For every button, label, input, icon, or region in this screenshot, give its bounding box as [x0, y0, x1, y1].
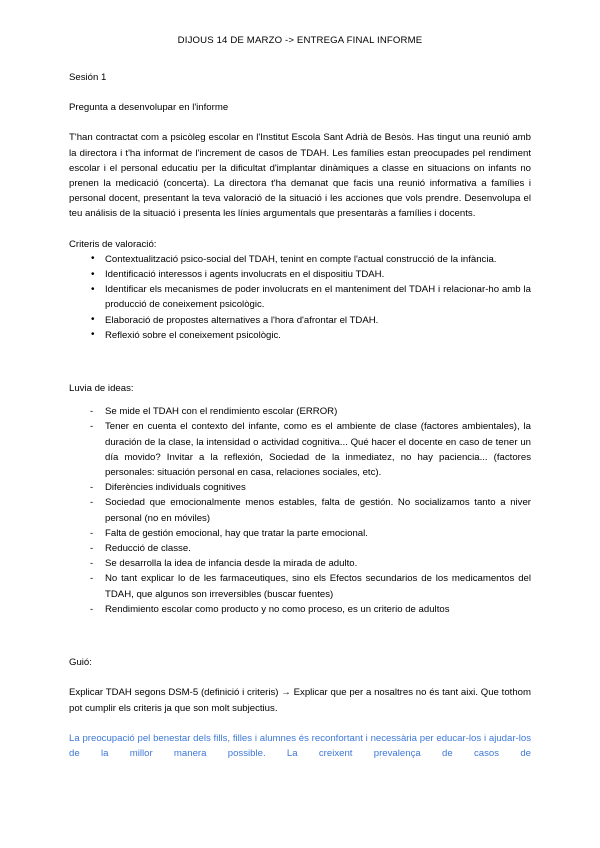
script-heading: Guió:: [69, 657, 92, 669]
list-item: - Reducció de classe.: [69, 541, 531, 556]
spacer: [69, 617, 531, 655]
document-content: [69, 0, 531, 776]
list-item: - Se mide el TDAH con el rendimiento escolar (ERROR): [69, 404, 531, 419]
list-item: - Sociedad que emocionalmente menos estables, falta de gestión. No socializamos tanto a niver personal (no en móviles): [69, 495, 531, 525]
brainstorm-list: [69, 404, 531, 617]
spacer: [69, 222, 531, 237]
spacer: [69, 716, 531, 731]
list-item: • Elaboració de propostes alternatives a l'hora d'afrontar el TDAH.: [69, 313, 531, 328]
list-item: • Reflexió sobre el coneixement psicològic.: [69, 328, 531, 343]
spacer: [69, 48, 531, 70]
list-item: - Falta de gestión emocional, hay que tratar la parte emocional.: [69, 526, 531, 541]
scenario-paragraph: T'han contractat com a psicòleg escolar en l'Institut Escola Sant Adrià de Besòs. Has tingut una reunió amb la directora i t'ha informat de l'increment de casos de TDAH. Les famílies estan preocupades pel rendiment escolar i el personal educatiu per la dificultat d'implantar dinàmiques a classe en situacions on infants no prenen la medicació (concerta). La directora t'ha demanat que facis una reunió informativa a famílies i personal docent, presentant la teva valoració de la situació i les acciones que vols prendre. Desenvolupa el teu análisis de la situació i presenta les línies argumentals que presentaràs a famílies i docents.: [69, 132, 531, 220]
list-item: - Rendimiento escolar como producto y no como proceso, es un criterio de adultos: [69, 602, 531, 617]
list-item: - Tener en cuenta el contexto del infante, como es el ambiente de clase (factores ambientales), la duración de la clase, la intensidad o actividad cognitiva... Qué hacer el docente en caso de tener un día movido? Invitar a la reflexión, Sociedad de la inmediatez, no hay paciencia... (factores personales: situación personal en casa, relaciones sociales, etc).: [69, 419, 531, 480]
list-item: - Diferències individuals cognitives: [69, 480, 531, 495]
list-item: • Identificar els mecanismes de poder involucrats en el manteniment del TDAH i relacionar-ho amb la producció de coneixement psicològic.: [69, 282, 531, 312]
list-item: - No tant explicar lo de les farmaceutiques, sino els Efectos secundarios de los medicamentos del TDAH, que algunos son irreversibles (buscar fuentes): [69, 571, 531, 601]
spacer: [69, 85, 531, 100]
spacer: [69, 670, 531, 685]
document-title: DIJOUS 14 DE MARZO -> ENTREGA FINAL INFORME: [177, 35, 423, 46]
blue-highlight-paragraph: La preocupació pel benestar dels fills, filles i alumnes és reconfortant i necessària per educar-los i ajudar-los de la millor manera possible. La creixent prevalença de casos de: [69, 732, 531, 759]
list-item: • Identificació interessos i agents involucrats en el dispositiu TDAH.: [69, 267, 531, 282]
list-item: • Contextualització psico-social del TDAH, tenint en compte l'actual construcció de la infància.: [69, 252, 531, 267]
spacer: [69, 115, 531, 130]
spacer: [69, 343, 531, 381]
list-item: - Se desarrolla la idea de infancia desde la mirada de adulto.: [69, 556, 531, 571]
session-heading: Sesión 1: [69, 72, 107, 83]
criteria-list: [69, 252, 531, 343]
brainstorm-heading: Luvia de ideas:: [69, 383, 134, 395]
question-heading: Pregunta a desenvolupar en l'informe: [69, 102, 229, 114]
script-paragraph: Explicar TDAH segons DSM-5 (definició i criteris) → Explicar que per a nosaltres no és tant aixi. Que tothom pot cumplir els criteris ja que son molt subjectius.: [69, 687, 531, 714]
criteria-heading: Criteris de valoració:: [69, 238, 157, 250]
spacer: [69, 396, 531, 404]
